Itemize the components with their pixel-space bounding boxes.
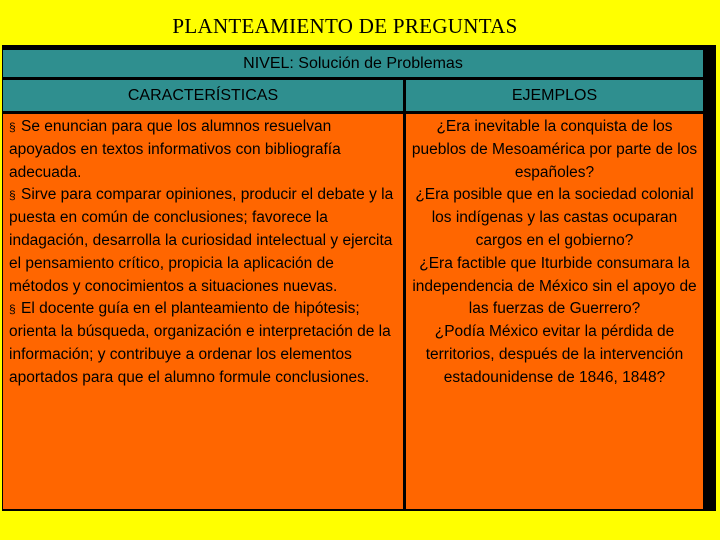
characteristic-item: § Se enuncian para que los alumnos resuelvan apoyados en textos informativos con bibliografía adecuada. bbox=[9, 118, 341, 181]
characteristic-item: § El docente guía en el planteamiento de hipótesis; orienta la búsqueda, organización e interpretación de la información; y contribuye a ordenar los elementos aportados para que el alumno formule conclusiones. bbox=[9, 300, 391, 386]
characteristic-item: § Sirve para comparar opiniones, producir el debate y la puesta en común de conclusiones; favorece la indagación, desarrolla la curiosidad intelectual y ejercita el pensamiento crítico, propicia la aplicación de métodos y conocimientos a situaciones nuevas. bbox=[9, 186, 394, 295]
bullet-icon: § bbox=[9, 302, 16, 317]
page-title: PLANTEAMIENTO DE PREGUNTAS bbox=[172, 14, 518, 38]
bullet-icon: § bbox=[9, 188, 16, 203]
level-header: NIVEL: Solución de Problemas bbox=[3, 50, 703, 77]
examples-header: EJEMPLOS bbox=[406, 80, 703, 111]
characteristics-header: CARACTERÍSTICAS bbox=[3, 80, 403, 111]
examples-cell bbox=[406, 114, 703, 509]
example-question: ¿Era posible que en la sociedad colonial los indígenas y las castas ocuparan cargos en el gobierno? bbox=[415, 186, 694, 249]
example-question: ¿Era inevitable la conquista de los pueblos de Mesoamérica por parte de los españoles? bbox=[411, 118, 698, 181]
bullet-icon: § bbox=[9, 120, 16, 134]
example-question: ¿Era factible que Iturbide consumara la independencia de México sin el apoyo de las fuerzas de Guerrero? bbox=[412, 254, 697, 318]
characteristics-cell bbox=[3, 114, 403, 509]
example-question: ¿Podía México evitar la pérdida de territorios, después de la intervención estadounidense de 1846, 1848? bbox=[425, 323, 684, 386]
